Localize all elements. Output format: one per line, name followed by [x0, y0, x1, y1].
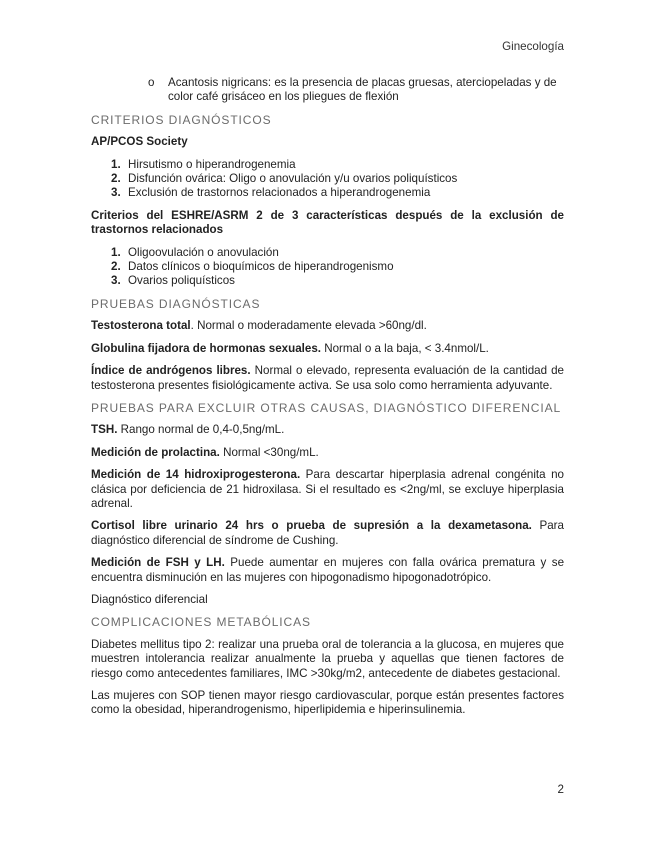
- list-eshre: [91, 246, 564, 289]
- list-aepcos: [91, 158, 564, 201]
- paragraph-globulina: [91, 342, 564, 356]
- list-text: Disfunción ovárica: Oligo o anovulación y/u ovarios poliquísticos: [128, 172, 458, 186]
- bullet-mark: o: [148, 76, 155, 89]
- page-content: [91, 76, 564, 726]
- subhead-aepcos: AP/PCOS Society: [91, 135, 188, 149]
- section-title-excluir: PRUEBAS PARA EXCLUIR OTRAS CAUSAS, DIAGNÓSTICO DIFERENCIAL: [91, 400, 562, 415]
- paragraph-body: Puede aumentar en mujeres con falla ovárica prematura y se encuentra disminución en las mujeres con hipogonadismo hipogonadotrópico.: [91, 556, 565, 584]
- paragraph-lead: Cortisol libre urinario 24 hrs o prueba de supresión a la dexametasona.: [91, 519, 532, 533]
- list-number: 2.: [111, 172, 121, 186]
- list-item: [91, 158, 564, 172]
- paragraph-lead: Testosterona total: [91, 319, 191, 333]
- list-text: Ovarios poliquísticos: [128, 274, 235, 288]
- list-text: Datos clínicos o bioquímicos de hiperandrogenismo: [128, 260, 394, 274]
- bullet-item-acantosis: [91, 76, 564, 105]
- paragraph-lead: TSH.: [91, 423, 118, 437]
- list-number: 1.: [111, 157, 121, 171]
- list-item: [91, 186, 564, 200]
- paragraph-body: Para diagnóstico diferencial de síndrome de Cushing.: [91, 519, 564, 547]
- list-item: [91, 274, 564, 288]
- list-text: Oligoovulación o anovulación: [128, 245, 279, 259]
- list-item: [91, 172, 564, 186]
- paragraph-prolactina: [91, 446, 564, 460]
- paragraph-cortisol: [91, 519, 564, 548]
- paragraph-testosterona: [91, 319, 564, 333]
- list-item: [91, 246, 564, 260]
- paragraph-lead: Índice de andrógenos libres.: [91, 364, 251, 378]
- paragraph-hidroxiprogesterona: [91, 468, 564, 511]
- paragraph-tsh: [91, 423, 564, 437]
- list-text: Hirsutismo o hiperandrogenemia: [128, 157, 296, 171]
- paragraph-fsh-lh: [91, 556, 564, 585]
- paragraph-lead: Medición de FSH y LH.: [91, 556, 225, 570]
- bullet-text: Acantosis nigricans: es la presencia de placas gruesas, aterciopeladas y de color café grisáceo en los pliegues de flexión: [168, 76, 557, 104]
- paragraph-lead: Medición de 14 hidroxiprogesterona.: [91, 468, 301, 482]
- paragraph-body: Para descartar hiperplasia adrenal congénita no clásica por deficiencia de 21 hidroxilasa. Si el resultado es <2ng/ml, se excluye hiperplasia adrenal.: [91, 468, 564, 510]
- paragraph-diabetes: Diabetes mellitus tipo 2: realizar una prueba oral de tolerancia a la glucosa, en mujeres que muestren intolerancia realizar anualmente la prueba y aquellas que tienen factores de riesgo como antecedentes familiares, IMC >30kg/m2, antecedente de diabetes gestacional.: [91, 637, 564, 680]
- section-title-pruebas: PRUEBAS DIAGNÓSTICAS: [91, 296, 261, 311]
- section-title-criterios: CRITERIOS DIAGNÓSTICOS: [91, 112, 272, 127]
- list-number: 2.: [111, 260, 121, 274]
- subhead-eshre: Criterios del ESHRE/ASRM 2 de 3 características después de la exclusión de trastornos relacionados: [91, 208, 564, 237]
- paragraph-diagnostico-diferencial: Diagnóstico diferencial: [91, 592, 208, 606]
- paragraph-riesgo-cardiovascular: Las mujeres con SOP tienen mayor riesgo cardiovascular, porque están presentes factores como la obesidad, hiperandrogenismo, hiperlipidemia e hiperinsulinemia.: [91, 689, 564, 717]
- list-number: 3.: [111, 186, 121, 200]
- paragraph-body: . Normal o moderadamente elevada >60ng/dl.: [190, 319, 427, 333]
- section-title-complicaciones: COMPLICACIONES METABÓLICAS: [91, 615, 311, 630]
- list-number: 3.: [111, 274, 121, 288]
- paragraph-body: Normal o elevado, representa evaluación de la cantidad de testosterona presentes fisiológicamente activa. Se usa solo como herramienta adyuvante.: [91, 364, 564, 392]
- paragraph-body: Normal o a la baja, < 3.4nmol/L.: [321, 341, 489, 355]
- page-number: 2: [557, 783, 564, 796]
- paragraph-lead: Globulina fijadora de hormonas sexuales.: [91, 341, 322, 355]
- paragraph-lead: Medición de prolactina.: [91, 445, 220, 459]
- paragraph-body: Normal <30ng/mL.: [219, 445, 319, 459]
- list-item: [91, 260, 564, 274]
- list-text: Exclusión de trastornos relacionados a hiperandrogenemia: [128, 186, 431, 200]
- paragraph-indice-androgenos: [91, 364, 564, 393]
- list-number: 1.: [111, 245, 121, 259]
- running-header: Ginecología: [502, 40, 564, 53]
- paragraph-body: Rango normal de 0,4-0,5ng/mL.: [117, 423, 285, 437]
